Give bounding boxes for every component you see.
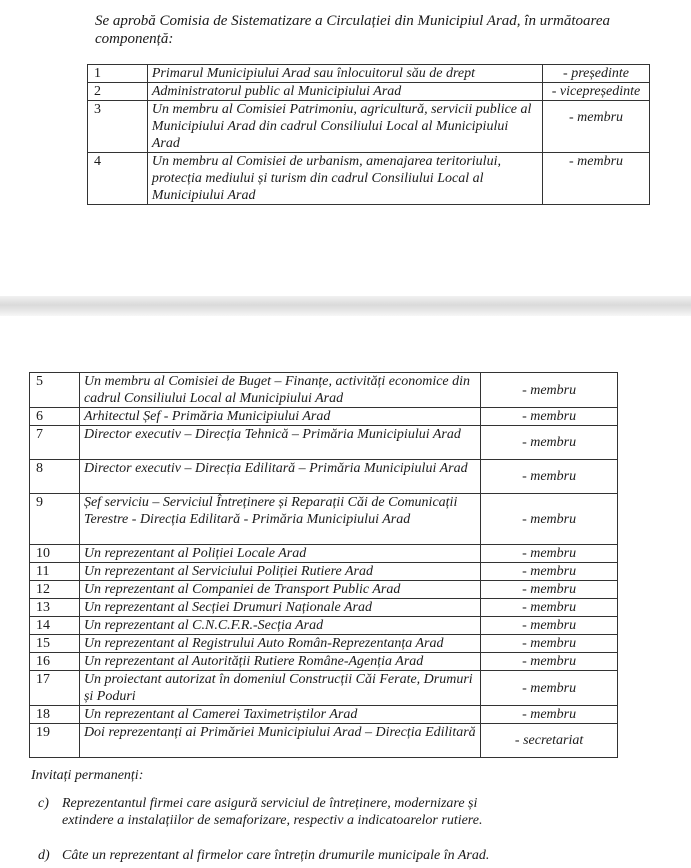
member-description: Un membru al Comisiei Patrimoniu, agricultură, servicii publice al Municipiului Arad din cadrul Consiliului Local al Municipiului Arad <box>147 101 542 153</box>
row-number: 6 <box>30 408 80 426</box>
commission-table-bottom <box>29 372 618 758</box>
member-description: Un reprezentant al Secției Drumuri Naționale Arad <box>79 599 480 617</box>
table-row <box>30 426 618 460</box>
row-number: 5 <box>30 373 80 408</box>
note-text: Câte un reprezentant al firmelor care întrețin drumurile municipale în Arad. <box>62 848 490 863</box>
note-letter: c) <box>38 796 49 811</box>
row-number: 3 <box>88 101 148 153</box>
table-row <box>30 494 618 545</box>
row-number: 8 <box>30 460 80 494</box>
member-role: - membru <box>481 563 618 581</box>
member-description: Un reprezentant al Autorității Rutiere Române-Agenția Arad <box>79 653 480 671</box>
member-role: - membru <box>543 153 650 205</box>
member-description: Șef serviciu – Serviciul Întreținere și Reparații Căi de Comunicații Terestre - Direcția Edilitară - Primăria Municipiului Arad <box>79 494 480 545</box>
note-text: Reprezentantul firmei care asigură serviciul de întreținere, modernizare și extindere a instalațiilor de semaforizare, respectiv a indicatoarelor rutiere. <box>62 796 483 828</box>
member-description: Director executiv – Direcția Tehnică – Primăria Municipiului Arad <box>79 426 480 460</box>
member-role: - membru <box>481 408 618 426</box>
table-row <box>30 653 618 671</box>
row-number: 4 <box>88 153 148 205</box>
member-description: Un membru al Comisiei de urbanism, amenajarea teritoriului, protecția mediului și turism din cadrul Consiliului Local al Municipiului Arad <box>147 153 542 205</box>
row-number: 9 <box>30 494 80 545</box>
row-number: 12 <box>30 581 80 599</box>
invited-note-d <box>38 847 538 865</box>
table-row <box>88 153 650 205</box>
member-role: - președinte <box>543 65 650 83</box>
table-row <box>30 724 618 758</box>
member-role: - membru <box>481 494 618 545</box>
invited-heading: Invitați permanenți: <box>31 768 144 783</box>
table-row <box>30 581 618 599</box>
member-description: Director executiv – Direcția Edilitară – Primăria Municipiului Arad <box>79 460 480 494</box>
member-role: - membru <box>481 706 618 724</box>
page-break-divider <box>0 296 691 316</box>
commission-table-top <box>87 64 650 205</box>
member-description: Un reprezentant al Registrului Auto Român-Reprezentanța Arad <box>79 635 480 653</box>
member-description: Administratorul public al Municipiului Arad <box>147 83 542 101</box>
member-description: Un reprezentant al C.N.C.F.R.-Secția Arad <box>79 617 480 635</box>
member-role: - membru <box>481 653 618 671</box>
member-role: - secretariat <box>481 724 618 758</box>
member-role: - membru <box>481 581 618 599</box>
member-role: - membru <box>481 426 618 460</box>
member-role: - membru <box>481 545 618 563</box>
table-row <box>30 635 618 653</box>
member-role: - membru <box>481 599 618 617</box>
table-row <box>30 545 618 563</box>
row-number: 1 <box>88 65 148 83</box>
row-number: 10 <box>30 545 80 563</box>
invited-note-c <box>38 795 508 847</box>
row-number: 17 <box>30 671 80 706</box>
row-number: 14 <box>30 617 80 635</box>
member-description: Un proiectant autorizat în domeniul Construcții Căi Ferate, Drumuri și Poduri <box>79 671 480 706</box>
row-number: 15 <box>30 635 80 653</box>
member-description: Un reprezentant al Camerei Taximetriștilor Arad <box>79 706 480 724</box>
intro-paragraph: Se aprobă Comisia de Sistematizare a Circulației din Municipiul Arad, în următoarea componență: <box>95 13 610 47</box>
member-description: Un reprezentant al Poliției Locale Arad <box>79 545 480 563</box>
member-role: - membru <box>481 460 618 494</box>
note-letter: d) <box>38 848 50 863</box>
member-role: - membru <box>543 101 650 153</box>
table-row <box>30 617 618 635</box>
row-number: 7 <box>30 426 80 460</box>
member-description: Primarul Municipiului Arad sau înlocuitorul său de drept <box>147 65 542 83</box>
row-number: 11 <box>30 563 80 581</box>
member-role: - membru <box>481 617 618 635</box>
member-role: - membru <box>481 671 618 706</box>
table-row <box>30 671 618 706</box>
member-description: Un membru al Comisiei de Buget – Finanțe, activități economice din cadrul Consiliului Local al Municipiului Arad <box>79 373 480 408</box>
table-row <box>30 563 618 581</box>
member-description: Un reprezentant al Serviciului Poliției Rutiere Arad <box>79 563 480 581</box>
row-number: 2 <box>88 83 148 101</box>
table-row <box>30 460 618 494</box>
row-number: 19 <box>30 724 80 758</box>
member-description: Un reprezentant al Companiei de Transport Public Arad <box>79 581 480 599</box>
row-number: 16 <box>30 653 80 671</box>
table-row <box>88 101 650 153</box>
member-description: Arhitectul Șef - Primăria Municipiului Arad <box>79 408 480 426</box>
row-number: 13 <box>30 599 80 617</box>
table-row <box>88 83 650 101</box>
member-role: - membru <box>481 635 618 653</box>
table-row <box>88 65 650 83</box>
member-description: Doi reprezentanți ai Primăriei Municipiului Arad – Direcția Edilitară <box>79 724 480 758</box>
table-row <box>30 373 618 408</box>
member-role: - vicepreședinte <box>543 83 650 101</box>
table-row <box>30 706 618 724</box>
table-row <box>30 408 618 426</box>
row-number: 18 <box>30 706 80 724</box>
member-role: - membru <box>481 373 618 408</box>
table-row <box>30 599 618 617</box>
